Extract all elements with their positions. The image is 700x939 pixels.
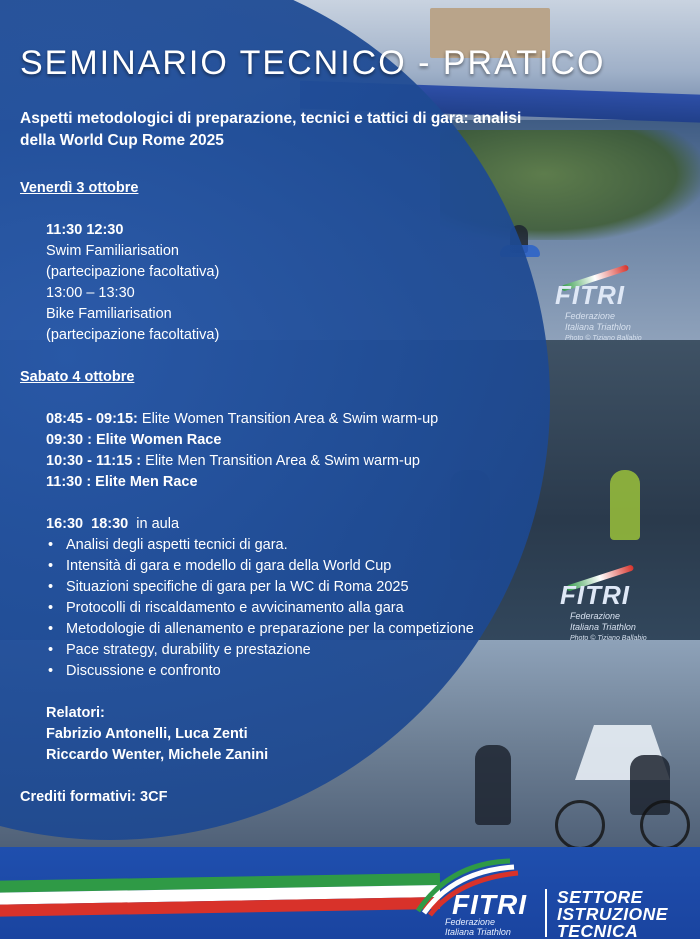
list-item: • Intensità di gara e modello di gara della World Cup: [66, 556, 640, 577]
page-title: SEMINARIO TECNICO - PRATICO: [20, 44, 606, 82]
settore-istruzione-tecnica: [557, 889, 697, 939]
classroom-label: in aula: [128, 516, 180, 532]
sit-line: ISTRUZIONE: [557, 904, 668, 924]
friday-heading: Venerdì 3 ottobre: [20, 180, 139, 196]
schedule-time: 09:30 : Elite Women Race: [46, 432, 222, 448]
watermark-line2: Italiana Triathlon: [565, 322, 631, 332]
fitri-logo-subtitle: [445, 917, 511, 937]
watermark-logo: FITRI: [555, 280, 625, 310]
fitri-logo: FITRI: [452, 889, 527, 920]
bike-wheel: [640, 800, 690, 850]
friday-schedule: [46, 220, 640, 346]
divider: [545, 889, 547, 937]
list-item: • Pace strategy, durability e prestazione: [66, 640, 640, 661]
saturday-item: [46, 451, 640, 472]
saturday-item: [46, 430, 640, 451]
speakers-line: Fabrizio Antonelli, Luca Zenti: [46, 726, 248, 742]
schedule-time: 08:45 - 09:15:: [46, 411, 138, 427]
watermark-line1: Federazione: [570, 611, 621, 621]
speakers: [46, 703, 640, 766]
watermark-line1: Federazione: [565, 311, 616, 321]
fitri-sub-line: Italiana Triathlon: [445, 927, 511, 937]
friday-item: Bike Familiarisation: [46, 306, 172, 322]
friday-item: 13:00 – 13:30: [46, 285, 135, 301]
saturday-item: [46, 409, 640, 430]
subtitle-line: Aspetti metodologici di preparazione, tecnici e tattici di gara: analisi: [20, 110, 522, 127]
list-item: • Analisi degli aspetti tecnici di gara.: [66, 535, 640, 556]
topics-list: [46, 535, 640, 682]
schedule-time: 11:30 : Elite Men Race: [46, 474, 198, 490]
subtitle-line: della World Cup Rome 2025: [20, 132, 224, 149]
list-item: • Metodologie di allenamento e preparazione per la competizione: [66, 619, 640, 640]
watermark-logo: FITRI: [560, 580, 630, 610]
schedule-desc: Elite Women Transition Area & Swim warm-up: [137, 411, 439, 427]
credits: Crediti formativi: 3CF: [20, 789, 168, 805]
friday-item: (partecipazione facoltativa): [46, 327, 220, 343]
schedule-desc: Elite Men Transition Area & Swim warm-up: [141, 453, 420, 469]
saturday-heading: Sabato 4 ottobre: [20, 369, 135, 385]
friday-item: Swim Familiarisation: [46, 243, 179, 259]
watermark-credit: Photo © Tiziano Ballabio: [565, 335, 642, 342]
friday-item: (partecipazione facoltativa): [46, 264, 220, 280]
friday-item: 11:30 12:30: [46, 222, 124, 238]
speakers-line: Riccardo Wenter, Michele Zanini: [46, 747, 269, 763]
saturday-schedule: [46, 409, 640, 535]
speakers-heading: Relatori:: [46, 705, 105, 721]
list-item: • Situazioni specifiche di gara per la WC di Roma 2025: [66, 577, 640, 598]
fitri-sub-line: Federazione: [445, 917, 496, 927]
footer-banner: [0, 847, 700, 939]
schedule-time: 10:30 - 11:15 :: [46, 453, 142, 469]
watermark-credit: Photo © Tiziano Ballabio: [570, 635, 647, 642]
list-item: • Protocolli di riscaldamento e avvicinamento alla gara: [66, 598, 640, 619]
watermark-line2: Italiana Triathlon: [570, 622, 636, 632]
sit-line: TECNICA: [557, 921, 639, 939]
classroom-session: [46, 514, 640, 535]
list-item: • Discussione e confronto: [66, 661, 640, 682]
saturday-item: [46, 472, 640, 493]
sit-line: SETTORE: [557, 887, 643, 907]
classroom-time: 16:30 18:30: [46, 516, 129, 532]
program: [20, 178, 640, 808]
subtitle: [20, 108, 640, 152]
